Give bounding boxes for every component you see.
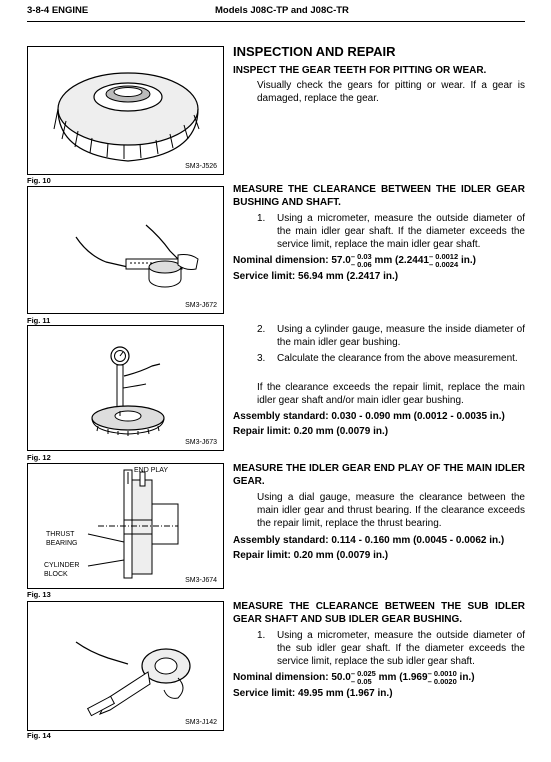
micrometer-sub-idler-illustration	[28, 602, 223, 730]
cylinder-label: CYLINDER	[44, 562, 80, 569]
end-play-label: END PLAY	[134, 467, 169, 474]
models-header: Models J08C-TP and J08C-TR	[215, 5, 349, 16]
step-text: Using a micrometer, measure the outside diameter of the sub idler gear shaft. If the diameter exceeds the service limit, replace the sub idler gear shaft.	[277, 630, 525, 667]
step-number: 1.	[257, 630, 266, 641]
assembly-standard: Assembly standard: 0.114 - 0.160 mm (0.0045 - 0.0062 in.)	[233, 535, 505, 546]
service-limit: Service limit: 56.94 mm (2.2417 in.)	[233, 271, 399, 282]
step-text: Using a cylinder gauge, measure the inside diameter of the main idler gear bushing.	[277, 324, 525, 348]
nominal-dimension: Nominal dimension: 57.0– 0.03 – 0.06 mm (2.2441– 0.0012 – 0.0024 in.)	[233, 252, 476, 269]
section-heading: MEASURE THE IDLER GEAR END PLAY OF THE MAIN IDLER GEAR.	[233, 463, 525, 487]
step-number: 3.	[257, 353, 266, 364]
figure-code: SM3-J142	[185, 719, 217, 726]
bearing-label: BEARING	[46, 540, 78, 547]
assembly-standard: Assembly standard: 0.030 - 0.090 mm (0.0012 - 0.0035 in.)	[233, 411, 505, 422]
service-limit: Service limit: 49.95 mm (1.967 in.)	[233, 688, 393, 699]
figure-11	[27, 186, 224, 314]
step-number: 1.	[257, 213, 266, 224]
note-text: If the clearance exceeds the repair limit, replace the main idler gear shaft and/or main idler gear bushing.	[257, 382, 525, 406]
block-label: BLOCK	[44, 571, 68, 578]
figure-caption: Fig. 14	[27, 731, 51, 740]
figure-caption: Fig. 13	[27, 590, 51, 599]
section-heading: MEASURE THE CLEARANCE BETWEEN THE SUB IDLER GEAR SHAFT AND SUB IDLER GEAR BUSHING.	[233, 601, 525, 625]
step-text: Using a micrometer, measure the outside diameter of the main idler gear shaft. If the diameter exceeds the service limit, replace the main idler gear shaft.	[277, 213, 525, 250]
figure-caption: Fig. 12	[27, 453, 51, 462]
repair-limit: Repair limit: 0.20 mm (0.0079 in.)	[233, 550, 389, 561]
header-rule	[27, 21, 525, 22]
cylinder-gauge-illustration	[28, 326, 223, 450]
thrust-label: THRUST	[46, 531, 75, 538]
section-header: 3-8-4 ENGINE	[27, 5, 89, 16]
section-body: Visually check the gears for pitting or wear. If a gear is damaged, replace the gear.	[257, 80, 525, 104]
figure-code: SM3-J526	[185, 163, 217, 170]
step-number: 2.	[257, 324, 266, 335]
section-heading: INSPECT THE GEAR TEETH FOR PITTING OR WEAR.	[233, 65, 487, 76]
figure-code: SM3-J672	[185, 302, 217, 309]
gear-illustration	[28, 47, 223, 174]
step-text: Calculate the clearance from the above measurement.	[277, 353, 518, 364]
repair-limit: Repair limit: 0.20 mm (0.0079 in.)	[233, 426, 389, 437]
figure-caption: Fig. 10	[27, 176, 51, 185]
micrometer-illustration	[28, 187, 223, 313]
figure-caption: Fig. 11	[27, 316, 51, 325]
figure-12	[27, 325, 224, 451]
nominal-dimension: Nominal dimension: 50.0– 0.025 – 0.05 mm (1.969– 0.0010 – 0.0020 in.)	[233, 669, 475, 686]
figure-code: SM3-J674	[185, 577, 217, 584]
section-body: Using a dial gauge, measure the clearance between the main idler gear and thrust bearing. If the clearance exceeds the repair limit, replace the thrust bearing.	[257, 492, 525, 529]
figure-10	[27, 46, 224, 175]
figure-code: SM3-J673	[185, 439, 217, 446]
figure-13	[27, 463, 224, 589]
section-heading: MEASURE THE CLEARANCE BETWEEN THE IDLER GEAR BUSHING AND SHAFT.	[233, 184, 525, 208]
figure-14	[27, 601, 224, 731]
page-title: INSPECTION AND REPAIR	[233, 44, 396, 59]
